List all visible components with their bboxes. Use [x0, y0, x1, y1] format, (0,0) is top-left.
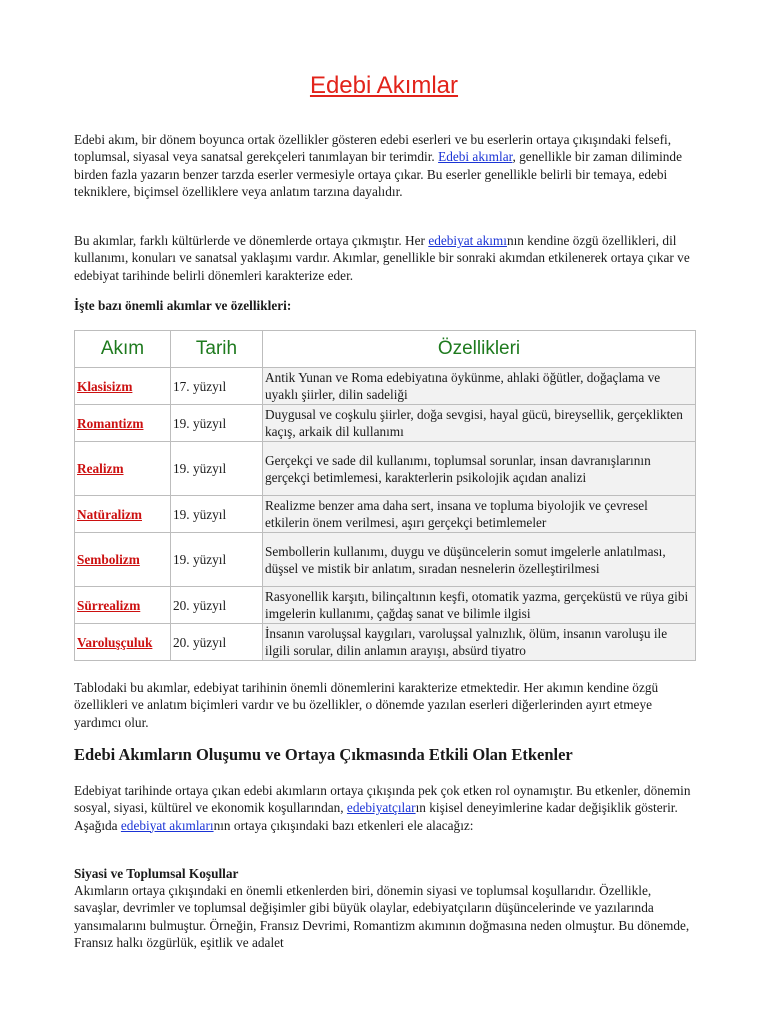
table-row	[75, 587, 696, 624]
header-ozellikleri: Özellikleri	[263, 331, 696, 368]
movement-date-cell: 19. yüzyıl	[171, 442, 263, 496]
intro-paragraph	[74, 131, 696, 200]
realizm-link[interactable]: Realizm	[77, 461, 124, 476]
section-heading: Edebi Akımların Oluşumu ve Ortaya Çıkmasında Etkili Olan Etkenler	[74, 745, 573, 764]
movement-date-cell: 20. yüzyıl	[171, 624, 263, 661]
movement-desc-cell: Antik Yunan ve Roma edebiyatına öykünme, ahlaki öğütler, doğaçlama ve uyaklı şiirler, dilin sadeliği	[263, 368, 696, 405]
intro-text-2: , genellikle bir zaman diliminde birden fazla yazarın benzer tarzda eserler vermesiyle ortaya çıkar. Bu eserler genellikle belirli bir temaya, edebi tekniklere, biçimsel özelliklere veya anlatım tarzına dayalıdır.	[74, 149, 682, 199]
movement-date-cell: 19. yüzyıl	[171, 405, 263, 442]
naturalizm-link[interactable]: Natüralizm	[77, 506, 142, 522]
table-header-row	[75, 331, 696, 368]
klasisizm-link[interactable]: Klasisizm	[77, 378, 133, 394]
movement-desc-cell: Rasyonellik karşıtı, bilinçaltının keşfi, otomatik yazma, gerçeküstü ve rüya gibi imgelerin kullanımı, çağdaş sanat ve bilimle ilgisi	[263, 587, 696, 624]
factors-paragraph	[74, 782, 696, 834]
para2-text-2: nın kendine özgü özellikleri, dil kullanımı, konuları ve sanatsal yaklaşımı vardır. Akımlar, genellikle bir sonraki akımdan etkilenerek ortaya çıkar ve edebiyat tarihinde belirli dönemleri karakterize eder.	[74, 233, 690, 283]
movement-name-cell	[75, 624, 171, 661]
para4-text-3: nın ortaya çıkışındaki bazı etkenleri ele alacağız:	[213, 817, 474, 833]
movement-name-cell	[75, 496, 171, 533]
edebiyat-akimlari-link[interactable]: edebiyat akımları	[120, 817, 214, 833]
table-summary-paragraph: Tablodaki bu akımlar, edebiyat tarihinin önemli dönemlerini karakterize etmektedir. Her akımın kendine özgü özellikleri ve anlatım biçimleri vardır ve bu özellikler, o dönemde yazılan eserleri diğerlerinden ayırt etmeye yardımcı olur.	[74, 680, 659, 730]
surrealizm-link[interactable]: Sürrealizm	[77, 597, 141, 613]
movement-name-cell	[75, 587, 171, 624]
table-row	[75, 442, 696, 496]
romantizm-link[interactable]: Romantizm	[77, 415, 144, 431]
edebiyat-akimi-link[interactable]: edebiyat akımı	[428, 233, 507, 248]
movement-name-cell	[75, 533, 171, 587]
movement-name-cell	[75, 368, 171, 405]
subheading-siyasi: Siyasi ve Toplumsal Koşullar	[74, 866, 239, 881]
movement-desc-cell: Realizme benzer ama daha sert, insana ve topluma biyolojik ve çevresel etkilerin önem verilmesi, aşırı gerçekçi betimlemeler	[263, 496, 696, 533]
table-row	[75, 624, 696, 661]
movement-desc-cell: Gerçekçi ve sade dil kullanımı, toplumsal sorunlar, insan davranışlarının gerçekçi betimlemesi, karakterlerin psikolojik açıdan analizi	[263, 442, 696, 496]
para2-text-1: Bu akımlar, farklı kültürlerde ve dönemlerde ortaya çıkmıştır. Her	[74, 233, 429, 248]
movement-name-cell	[75, 405, 171, 442]
movement-desc-cell: Sembollerin kullanımı, duygu ve düşüncelerin somut imgelerle anlatılması, düşsel ve mistik bir anlatım, sıradan nesnelerin özelleştirilmesi	[263, 533, 696, 587]
table-row	[75, 368, 696, 405]
table-row	[75, 533, 696, 587]
movement-name-cell	[75, 442, 171, 496]
header-akim: Akım	[75, 331, 171, 368]
table-row	[75, 405, 696, 442]
political-paragraph: Akımların ortaya çıkışındaki en önemli etkenlerden biri, dönemin siyasi ve toplumsal koşullarıdır. Özellikle, savaşlar, devrimler ve toplumsal değişimler gibi büyük olaylar, edebiyatçıların düşüncelerinde ve yazılarında yansımalarını bulmuştur. Örneğin, Fransız Devrimi, Romantizm akımının doğmasına neden olmuştur. Bu dönemde, Fransız halkı özgürlük, eşitlik ve adalet	[74, 883, 690, 950]
movement-desc-cell: Duygusal ve coşkulu şiirler, doğa sevgisi, hayal gücü, bireysellik, gerçeklikten kaçış, arkaik dil kullanımı	[263, 405, 696, 442]
page-title: Edebi Akımlar	[309, 72, 459, 99]
movement-date-cell: 19. yüzyıl	[171, 533, 263, 587]
movements-table	[74, 330, 696, 661]
second-paragraph	[74, 232, 696, 284]
para4-text-1: Edebiyat tarihinde ortaya çıkan edebi akımların ortaya çıkışında pek çok etken rol oynamıştır. Bu etkenler, dönemin sosyal, siyasi, kültürel ve ekonomik koşullarından,	[74, 783, 691, 816]
movement-date-cell: 17. yüzyıl	[171, 368, 263, 405]
para4-text-2: ın kişisel deneyimlerine kadar değişiklik gösterir. Aşağıda	[74, 800, 678, 833]
table-row	[75, 496, 696, 533]
edebiyatcilar-link[interactable]: edebiyatçılar	[346, 800, 416, 816]
movement-desc-cell: İnsanın varoluşsal kaygıları, varoluşsal yalnızlık, ölüm, insanın varoluşu ile ilgili sorular, dilin anlamın arayışı, absürd tiyatro	[263, 624, 696, 661]
header-tarih: Tarih	[171, 331, 263, 368]
varoluscululuk-link[interactable]: Varoluşçuluk	[77, 634, 153, 650]
sembolizm-link[interactable]: Sembolizm	[77, 552, 140, 567]
movement-date-cell: 20. yüzyıl	[171, 587, 263, 624]
intro-text-1: Edebi akım, bir dönem boyunca ortak özellikler gösteren edebi eserleri ve bu eserlerin ortaya çıkışındaki felsefi, toplumsal, siyasal veya sanatsal gerekçeleri tanımlayan bir terimdir.	[74, 132, 672, 165]
movement-date-cell: 19. yüzyıl	[171, 496, 263, 533]
list-heading: İşte bazı önemli akımlar ve özellikleri:	[74, 298, 292, 313]
edebi-akimlar-link[interactable]: Edebi akımlar	[438, 149, 513, 165]
